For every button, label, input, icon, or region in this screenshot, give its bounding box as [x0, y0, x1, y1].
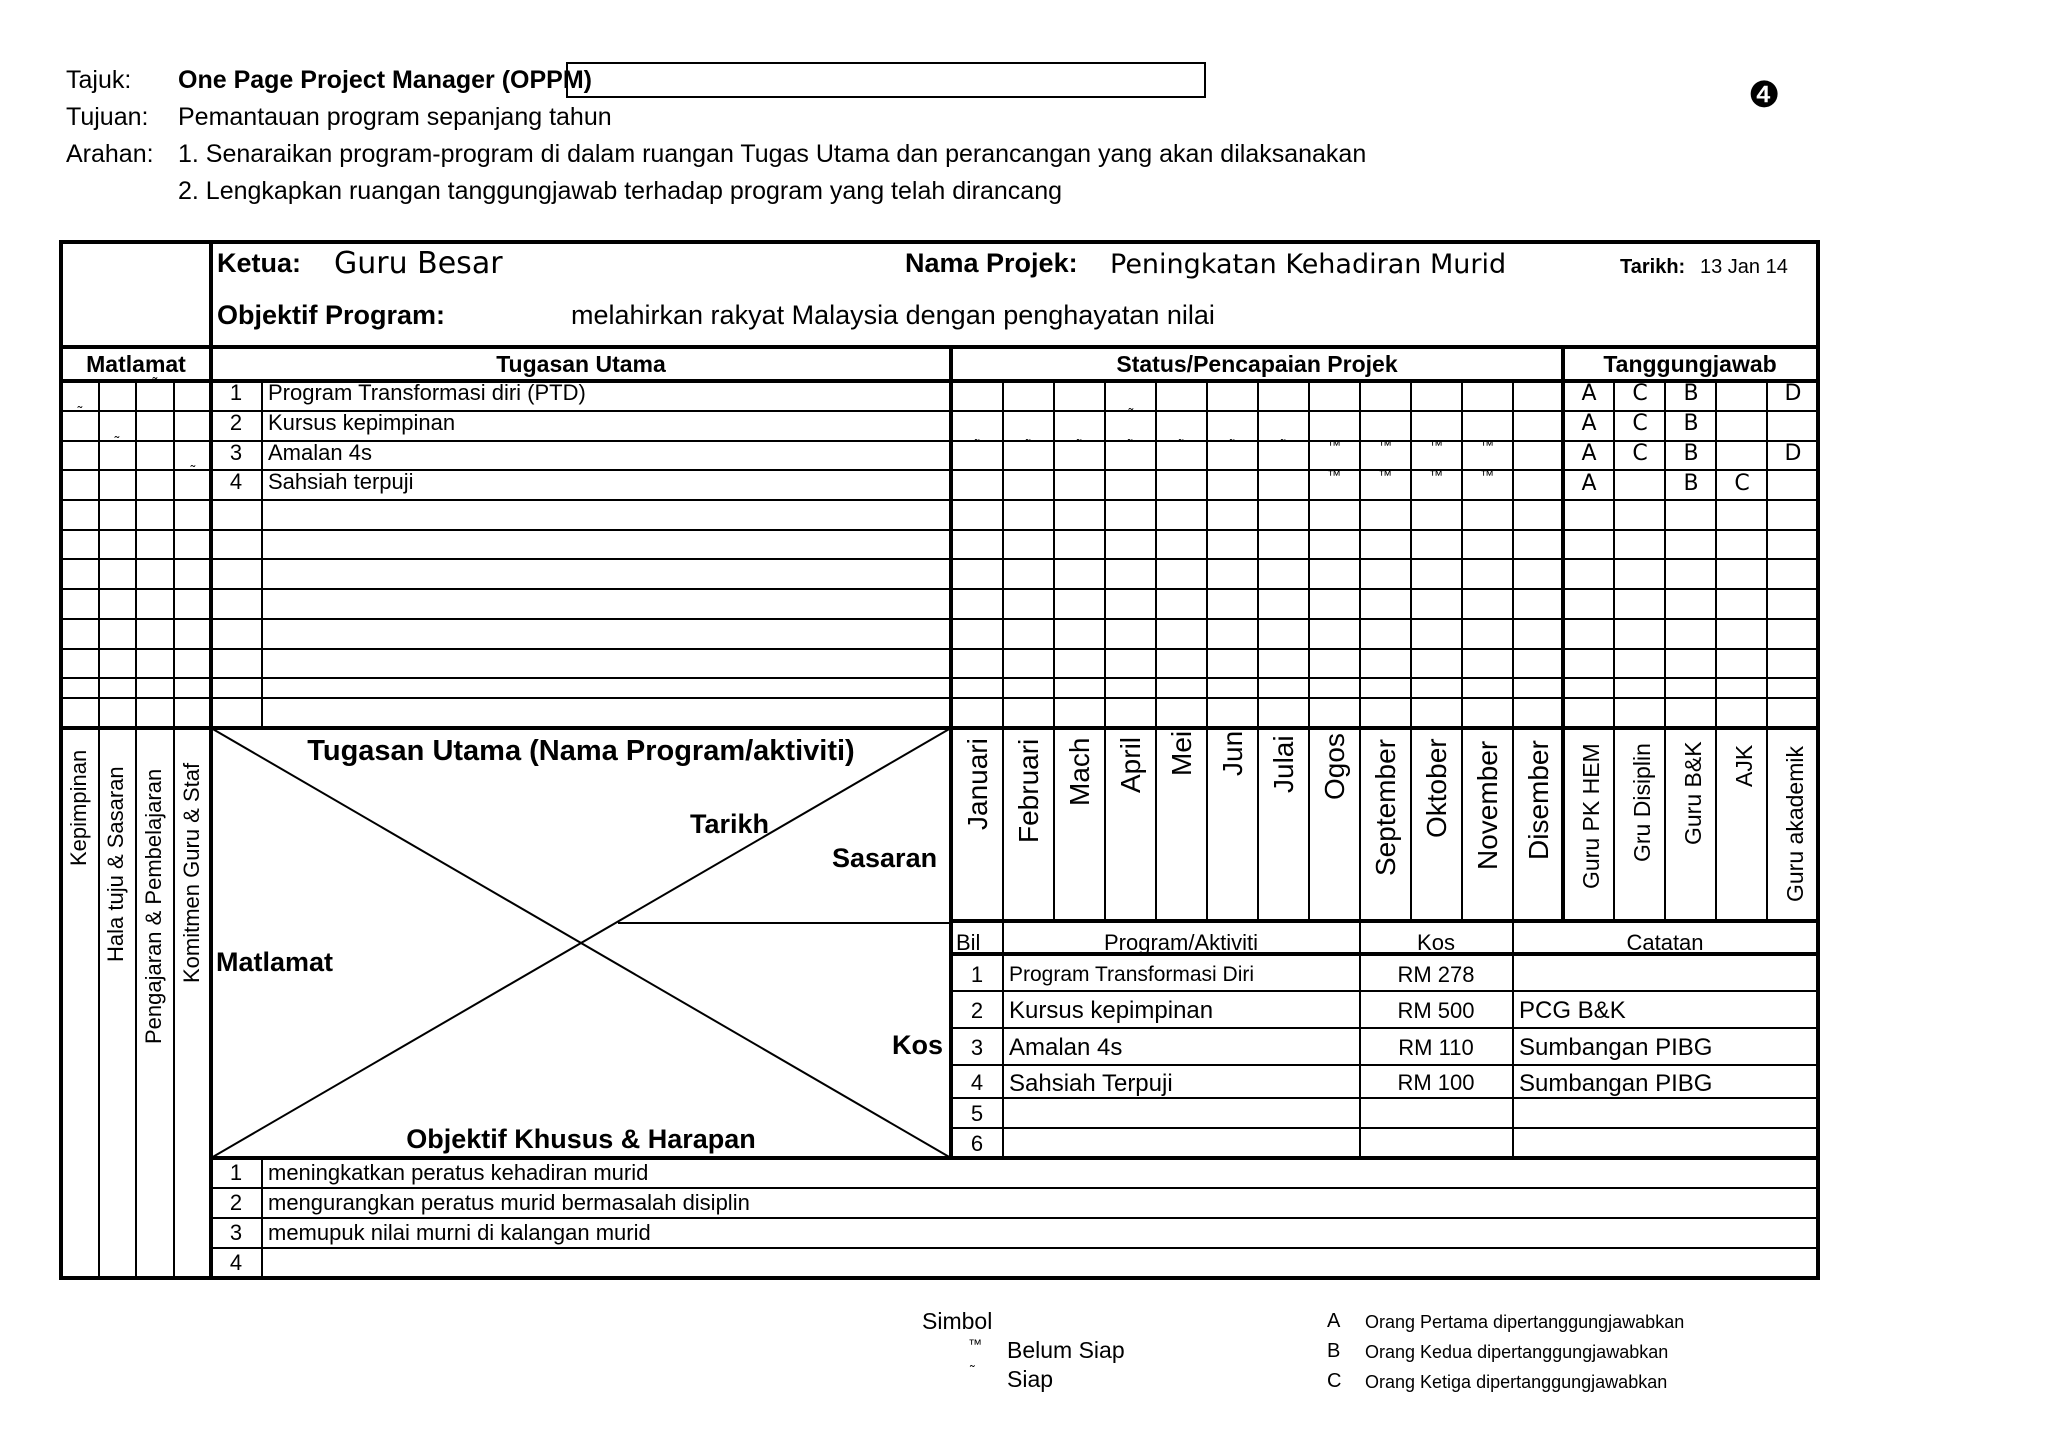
project-name-value: Peningkatan Kehadiran Murid: [1110, 249, 1507, 280]
task-number: 1: [229, 380, 243, 405]
cost-header-program: Program/Aktiviti: [1103, 930, 1259, 955]
legend-c-desc: Orang Ketiga dipertanggungjawabkan: [1365, 1372, 1668, 1392]
resp-mark: C: [1632, 381, 1648, 406]
task-number: 3: [229, 440, 243, 465]
diagram-cost: Kos: [892, 1030, 944, 1060]
resp-mark: B: [1683, 381, 1699, 406]
resp-mark: B: [1683, 471, 1699, 496]
project-name-label: Nama Projek:: [905, 248, 1078, 278]
diagram-target: Sasaran: [832, 843, 938, 873]
objective-number: 3: [229, 1220, 243, 1245]
legend-a: A: [1327, 1310, 1341, 1332]
resp-ajk: AJK: [1731, 744, 1757, 787]
cost-bil: 3: [970, 1035, 984, 1060]
cost-program: Amalan 4s: [1009, 1034, 1123, 1061]
resp-mark: C: [1632, 411, 1648, 436]
done-mark: ˜: [1280, 436, 1286, 452]
responsibility-header: Tanggungjawab: [1603, 351, 1777, 377]
done-mark: ˜: [114, 433, 120, 449]
month-november: November: [1472, 740, 1503, 870]
task-name: Program Transformasi diri (PTD): [268, 380, 586, 405]
month-mach: Mach: [1064, 737, 1095, 806]
done-mark: ˜: [1229, 466, 1235, 482]
date-value: 13 Jan 14: [1700, 256, 1788, 278]
cost-program: Program Transformasi Diri: [1009, 963, 1255, 986]
pending-mark: ™: [1429, 437, 1443, 453]
done-mark: ˜: [1025, 436, 1031, 452]
pending-mark: ™: [1327, 437, 1341, 453]
legend-c: C: [1327, 1370, 1342, 1392]
legend-pending: Belum Siap: [1007, 1337, 1125, 1363]
done-symbol: ˜: [970, 1362, 975, 1378]
resp-mark: B: [1683, 441, 1699, 466]
legend-b: B: [1327, 1340, 1341, 1362]
cost-bil: 6: [970, 1131, 984, 1156]
cost-program: Kursus kepimpinan: [1009, 997, 1214, 1024]
done-mark: ˜: [190, 462, 196, 478]
diagram-date: Tarikh: [690, 809, 770, 839]
diagram-objectives: Objektif Khusus & Harapan: [406, 1124, 756, 1154]
resp-guru-bk: Guru B&K: [1680, 741, 1706, 845]
instructions-label: Arahan:: [66, 140, 154, 168]
legend-title: Simbol: [922, 1308, 993, 1334]
goal-hala-tuju: Hala tuju & Sasaran: [103, 766, 128, 962]
cost-value: RM 110: [1398, 1035, 1474, 1060]
month-mei: Mei: [1166, 730, 1197, 776]
instruction-2: 2. Lengkapkan ruangan tanggungjawab terhadap program yang telah dirancang: [178, 177, 1062, 205]
month-jun: Jun: [1217, 730, 1248, 776]
resp-mark: A: [1581, 381, 1597, 406]
instruction-1: 1. Senaraikan program-program di dalam ruangan Tugas Utama dan perancangan yang akan dilaksanakan: [178, 140, 1367, 168]
resp-mark: D: [1784, 381, 1802, 406]
resp-guru-akademik: Guru akademik: [1782, 746, 1808, 902]
title-label: Tajuk:: [66, 66, 132, 94]
pending-mark: ™: [1378, 437, 1392, 453]
done-mark: ˜: [1280, 466, 1286, 482]
objective-label: Objektif Program:: [217, 300, 446, 330]
leader-label: Ketua:: [217, 248, 302, 278]
cost-note: Sumbangan PIBG: [1519, 1034, 1713, 1061]
objective-number: 2: [229, 1190, 243, 1215]
done-mark: ˜: [1178, 436, 1184, 452]
cost-note: PCG B&K: [1519, 997, 1626, 1024]
done-mark: ˜: [1076, 466, 1082, 482]
pending-mark: ™: [1378, 467, 1392, 483]
month-disember: Disember: [1523, 740, 1554, 860]
month-januari: Januari: [962, 738, 993, 830]
task-name: Amalan 4s: [268, 440, 372, 465]
done-mark: ˜: [1127, 466, 1133, 482]
pending-mark: ™: [1480, 437, 1494, 453]
goal-komitmen: Komitmen Guru & Staf: [179, 762, 204, 983]
cost-header-bil: Bil: [956, 930, 981, 955]
legend-b-desc: Orang Kedua dipertanggungjawabkan: [1365, 1342, 1669, 1362]
pending-symbol: ™: [968, 1336, 982, 1352]
cost-header-catatan: Catatan: [1626, 930, 1704, 955]
main-tasks-header: Tugasan Utama: [496, 351, 666, 377]
month-april: April: [1115, 736, 1146, 793]
diagram-title: Tugasan Utama (Nama Program/aktiviti): [307, 735, 855, 767]
legend-done: Siap: [1007, 1366, 1054, 1392]
cost-value: RM 500: [1397, 998, 1475, 1023]
resp-guru-pk-hem: Guru PK HEM: [1578, 743, 1604, 889]
task-name: Sahsiah terpuji: [268, 469, 414, 494]
resp-mark: A: [1581, 411, 1597, 436]
goals-header: Matlamat: [86, 351, 186, 377]
legend-a-desc: Orang Pertama dipertanggungjawabkan: [1365, 1312, 1685, 1332]
done-mark: ˜: [152, 374, 158, 390]
resp-mark: C: [1632, 441, 1648, 466]
task-number: 4: [229, 469, 243, 494]
cost-note: Sumbangan PIBG: [1519, 1070, 1713, 1097]
purpose-text: Pemantauan program sepanjang tahun: [178, 103, 612, 131]
resp-mark: A: [1581, 471, 1597, 496]
cost-value: RM 278: [1397, 962, 1475, 987]
done-mark: ˜: [77, 403, 83, 419]
done-mark: ˜: [1229, 436, 1235, 452]
objective-number: 1: [229, 1160, 243, 1185]
purpose-label: Tujuan:: [66, 103, 149, 131]
date-label: Tarikh:: [1620, 256, 1686, 278]
cost-bil: 5: [970, 1101, 984, 1126]
done-mark: ˜: [1076, 436, 1082, 452]
cost-value: RM 100: [1397, 1070, 1475, 1095]
month-september: September: [1370, 739, 1401, 876]
pending-mark: ™: [1480, 467, 1494, 483]
done-mark: ˜: [1127, 436, 1133, 452]
goal-pengajaran: Pengajaran & Pembelajaran: [141, 768, 166, 1044]
cost-bil: 2: [970, 998, 984, 1023]
objective-number: 4: [229, 1250, 243, 1275]
cost-bil: 1: [970, 962, 984, 987]
objective-text: meningkatkan peratus kehadiran murid: [268, 1160, 649, 1185]
task-name: Kursus kepimpinan: [268, 410, 456, 435]
status-header: Status/Pencapaian Projek: [1116, 351, 1398, 377]
objective-value: melahirkan rakyat Malaysia dengan penghayatan nilai: [571, 300, 1215, 330]
goal-kepimpinan: Kepimpinan: [66, 749, 91, 866]
month-julai: Julai: [1268, 735, 1299, 793]
resp-mark: A: [1581, 441, 1597, 466]
diagram-goals: Matlamat: [216, 947, 334, 977]
cost-header-kos: Kos: [1417, 930, 1455, 955]
page-number-marker: ❹: [1748, 74, 1781, 115]
objective-text: memupuk nilai murni di kalangan murid: [268, 1220, 651, 1245]
cost-bil: 4: [970, 1070, 984, 1095]
done-mark: ˜: [1178, 466, 1184, 482]
objective-text: mengurangkan peratus murid bermasalah disiplin: [268, 1190, 750, 1215]
page-title: One Page Project Manager (OPPM): [178, 66, 592, 94]
done-mark: ˜: [974, 436, 980, 452]
pending-mark: ™: [1429, 467, 1443, 483]
resp-gru-disiplin: Gru Disiplin: [1629, 743, 1655, 862]
cost-program: Sahsiah Terpuji: [1009, 1070, 1173, 1097]
month-ogos: Ogos: [1319, 733, 1350, 800]
resp-mark: B: [1683, 411, 1699, 436]
month-oktober: Oktober: [1421, 738, 1452, 838]
pending-mark: ™: [1327, 467, 1341, 483]
leader-value: Guru Besar: [334, 246, 503, 281]
resp-mark: C: [1734, 471, 1750, 496]
done-mark: ˜: [974, 376, 980, 392]
task-number: 2: [229, 410, 243, 435]
resp-mark: D: [1784, 441, 1802, 466]
done-mark: ˜: [1128, 405, 1134, 421]
done-mark: ˜: [1025, 466, 1031, 482]
month-februari: Februari: [1013, 738, 1044, 843]
